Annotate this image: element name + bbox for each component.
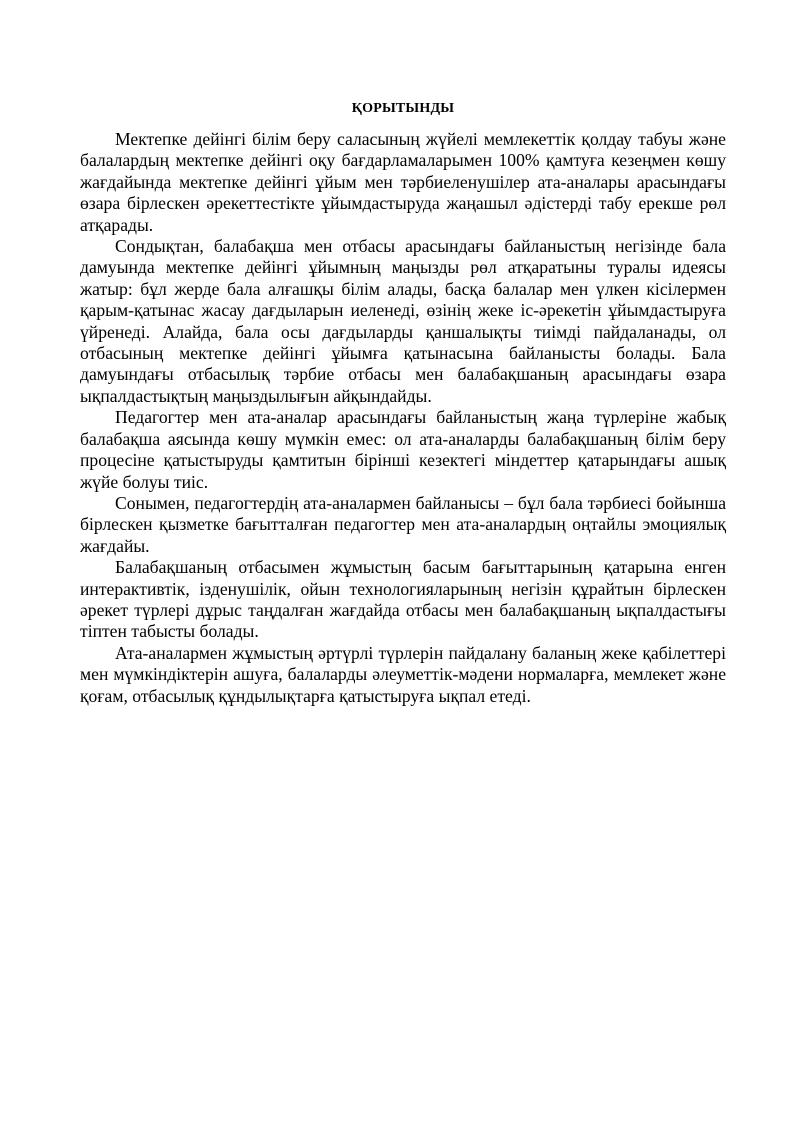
paragraph-5: Балабақшаның отбасымен жұмыстың басым бағыттарының қатарына енген интерактивтік, ізденушілік, ойын технологияларының негізін құрайтын бірлескен әрекет түрлері дұрыс таңдалған жағдайда отбасы мен балабақшаның ықпалдастығы тіптен табысты болады. — [80, 557, 726, 642]
paragraph-4: Сонымен, педагогтердің ата-аналармен байланысы – бұл бала тәрбиесі бойынша бірлескен қызметке бағытталған педагогтер мен ата-аналардың оңтайлы эмоциялық жағдайы. — [80, 492, 726, 556]
paragraph-3: Педагогтер мен ата-аналар арасындағы байланыстың жаңа түрлеріне жабық балабақша аясында көшу мүмкін емес: ол ата-аналарды балабақшаның білім беру процесіне қатыстыруды қамтитын бірінші кезектегі міндеттер қатарындағы ашық жүйе болуы тиіс. — [80, 407, 726, 492]
document-body — [80, 99, 726, 707]
paragraph-2: Сондықтан, балабақша мен отбасы арасындағы байланыстың негізінде бала дамуында мектепке дейінгі ұйымның маңызды рөл атқаратыны туралы идеясы жатыр: бұл жерде бала алғашқы білім алады, басқа балалар мен үлкен кісілермен қарым-қатынас жасау дағдыларын иеленеді, өзінің жеке іс-әрекетін ұйымдастыруға үйренеді. Алайда, бала осы дағдыларды қаншалықты тиімді пайдаланады, ол отбасының мектепке дейінгі ұйымға қатынасына байланысты болады. Бала дамуындағы отбасылық тәрбие отбасы мен балабақшаның арасындағы өзара ықпалдастықтың маңыздылығын айқындайды. — [80, 236, 726, 406]
page-title: ҚОРЫТЫНДЫ — [351, 101, 455, 116]
paragraph-6: Ата-аналармен жұмыстың әртүрлі түрлерін пайдалану баланың жеке қабілеттері мен мүмкіндіктерін ашуға, балаларды әлеуметтік-мәдени нормаларға, мемлекет және қоғам, отбасылық құндылықтарға қатыстыруға ықпал етеді. — [80, 642, 726, 706]
paragraph-1: Мектепке дейінгі білім беру саласының жүйелі мемлекеттік қолдау табуы және балалардың мектепке дейінгі оқу бағдарламаларымен 100% қамтуға кезеңмен көшу жағдайында мектепке дейінгі ұйым мен тәрбиеленушілер ата-аналары арасындағы өзара бірлескен әрекеттестікте ұйымдастыруда жаңашыл әдістерді табу ерекше рөл атқарады. — [80, 129, 726, 235]
